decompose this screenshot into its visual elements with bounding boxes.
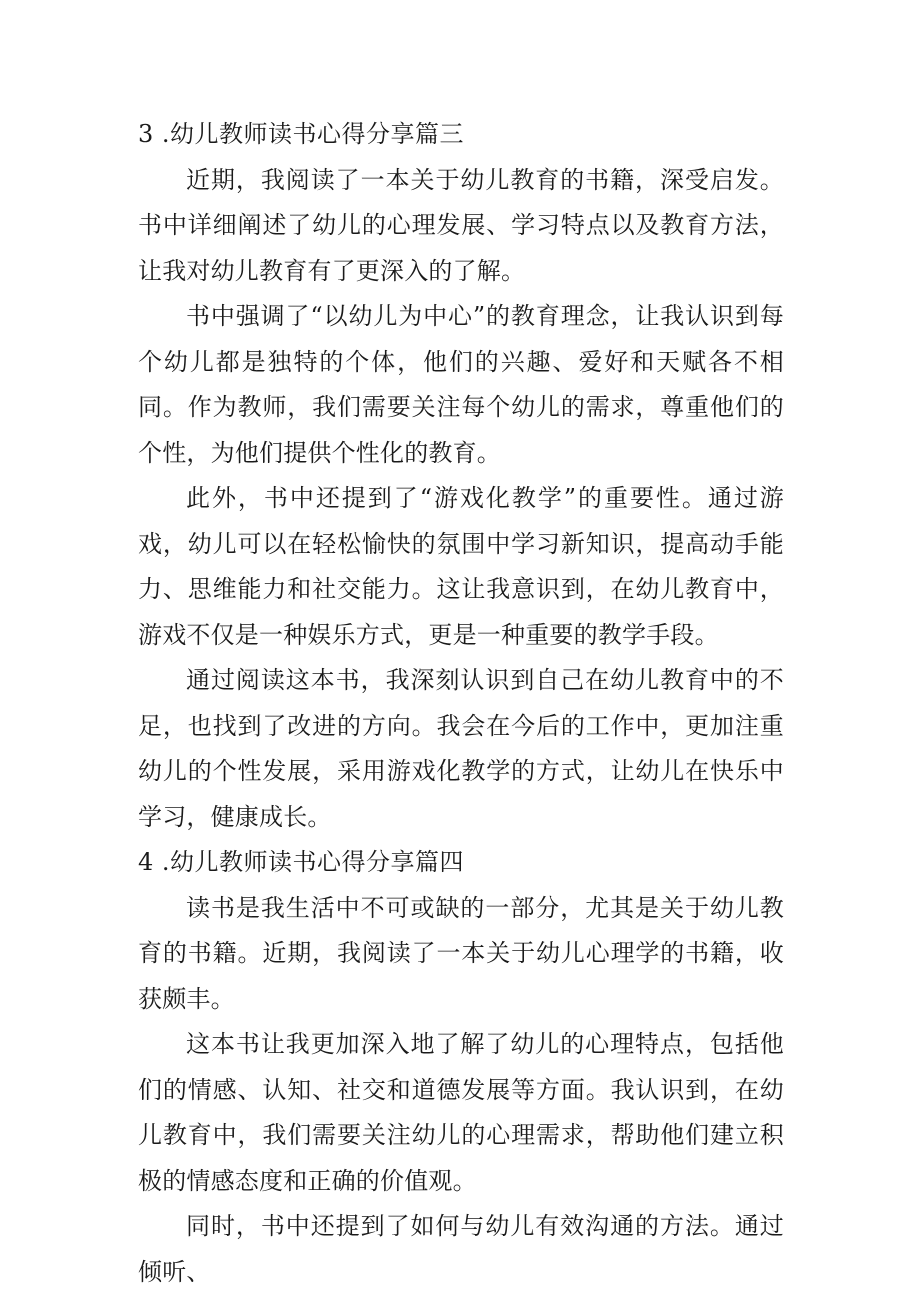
paragraph: 这本书让我更加深入地了解了幼儿的心理特点，包括他们的情感、认知、社交和道德发展等方面。我认识到，在幼儿教育中，我们需要关注幼儿的心理需求，帮助他们建立积极的情感态度和正确的价值观。 bbox=[138, 1030, 784, 1195]
section-heading-3: 3 .幼儿教师读书心得分享篇三 bbox=[138, 120, 465, 148]
paragraph: 通过阅读这本书，我深刻认识到自己在幼儿教育中的不足，也找到了改进的方向。我会在今后的工作中，更加注重幼儿的个性发展，采用游戏化教学的方式，让幼儿在快乐中学习，健康成长。 bbox=[138, 666, 784, 831]
paragraph: 书中强调了“以幼儿为中心”的教育理念，让我认识到每个幼儿都是独特的个体，他们的兴趣、爱好和天赋各不相同。作为教师，我们需要关注每个幼儿的需求，尊重他们的个性，为他们提供个性化的教育。 bbox=[138, 302, 784, 467]
paragraph: 近期，我阅读了一本关于幼儿教育的书籍，深受启发。书中详细阐述了幼儿的心理发展、学习特点以及教育方法，让我对幼儿教育有了更深入的了解。 bbox=[138, 165, 784, 285]
paragraph: 同时，书中还提到了如何与幼儿有效沟通的方法。通过倾听、 bbox=[138, 1212, 784, 1286]
paragraph: 此外，书中还提到了“游戏化教学”的重要性。通过游戏，幼儿可以在轻松愉快的氛围中学习新知识，提高动手能力、思维能力和社交能力。这让我意识到，在幼儿教育中，游戏不仅是一种娱乐方式，更是一种重要的教学手段。 bbox=[138, 484, 784, 649]
paragraph: 读书是我生活中不可或缺的一部分，尤其是关于幼儿教育的书籍。近期，我阅读了一本关于幼儿心理学的书籍，收获颇丰。 bbox=[138, 893, 784, 1013]
document-body bbox=[138, 112, 784, 1295]
section-heading-4: 4 .幼儿教师读书心得分享篇四 bbox=[138, 848, 465, 876]
